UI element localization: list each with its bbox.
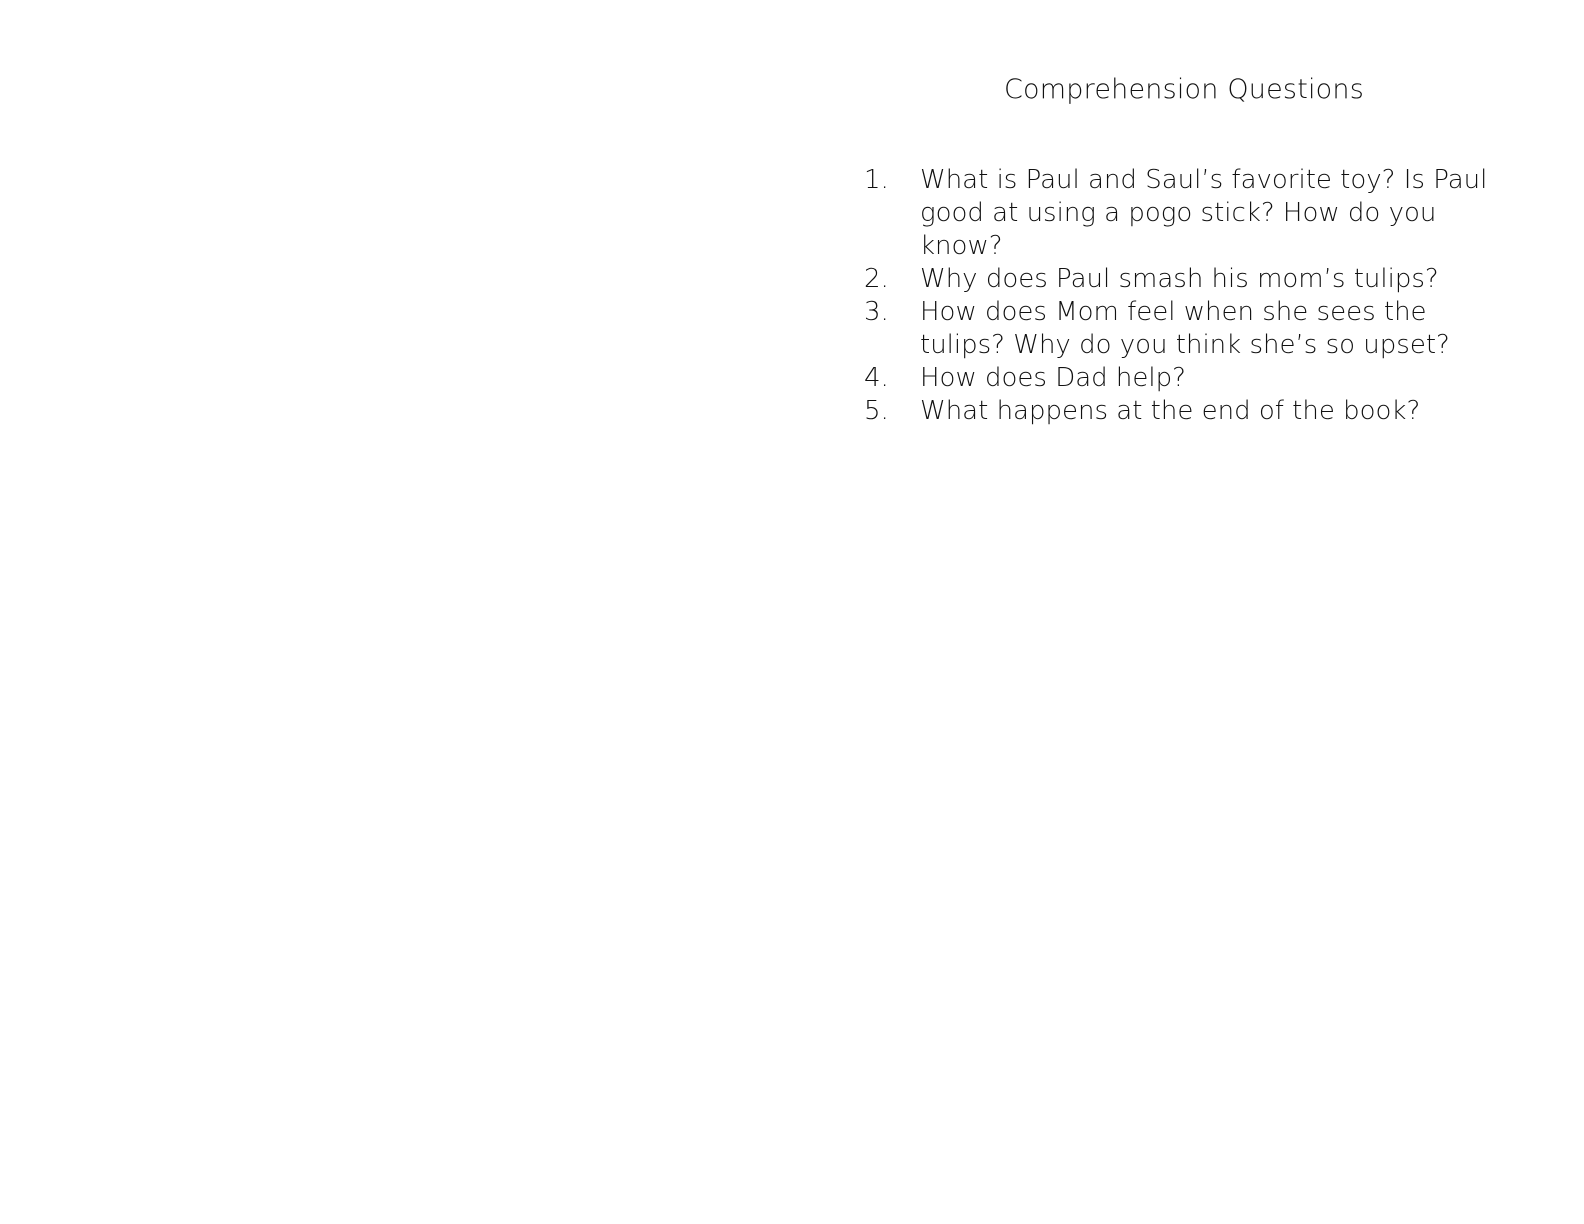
question-text: How does Mom feel when she sees the tulips? Why do you think she’s so upset?	[920, 297, 1450, 360]
list-item	[862, 263, 1512, 296]
page-title: Comprehension Questions	[1004, 74, 1364, 105]
list-item	[862, 296, 1512, 362]
question-number: 5.	[864, 396, 889, 426]
question-text: What is Paul and Saul’s favorite toy? Is Paul good at using a pogo stick? How do you know?	[920, 165, 1488, 261]
question-number: 3.	[864, 297, 889, 327]
question-text: What happens at the end of the book?	[920, 396, 1421, 426]
question-text: Why does Paul smash his mom’s tulips?	[920, 264, 1439, 294]
question-number: 1.	[864, 165, 889, 195]
question-list	[862, 164, 1512, 428]
list-item	[862, 164, 1512, 263]
question-number: 4.	[864, 363, 889, 393]
questions-panel	[862, 70, 1512, 428]
list-item	[862, 362, 1512, 395]
question-text: How does Dad help?	[920, 363, 1186, 393]
question-number: 2.	[864, 264, 889, 294]
list-item	[862, 395, 1512, 428]
